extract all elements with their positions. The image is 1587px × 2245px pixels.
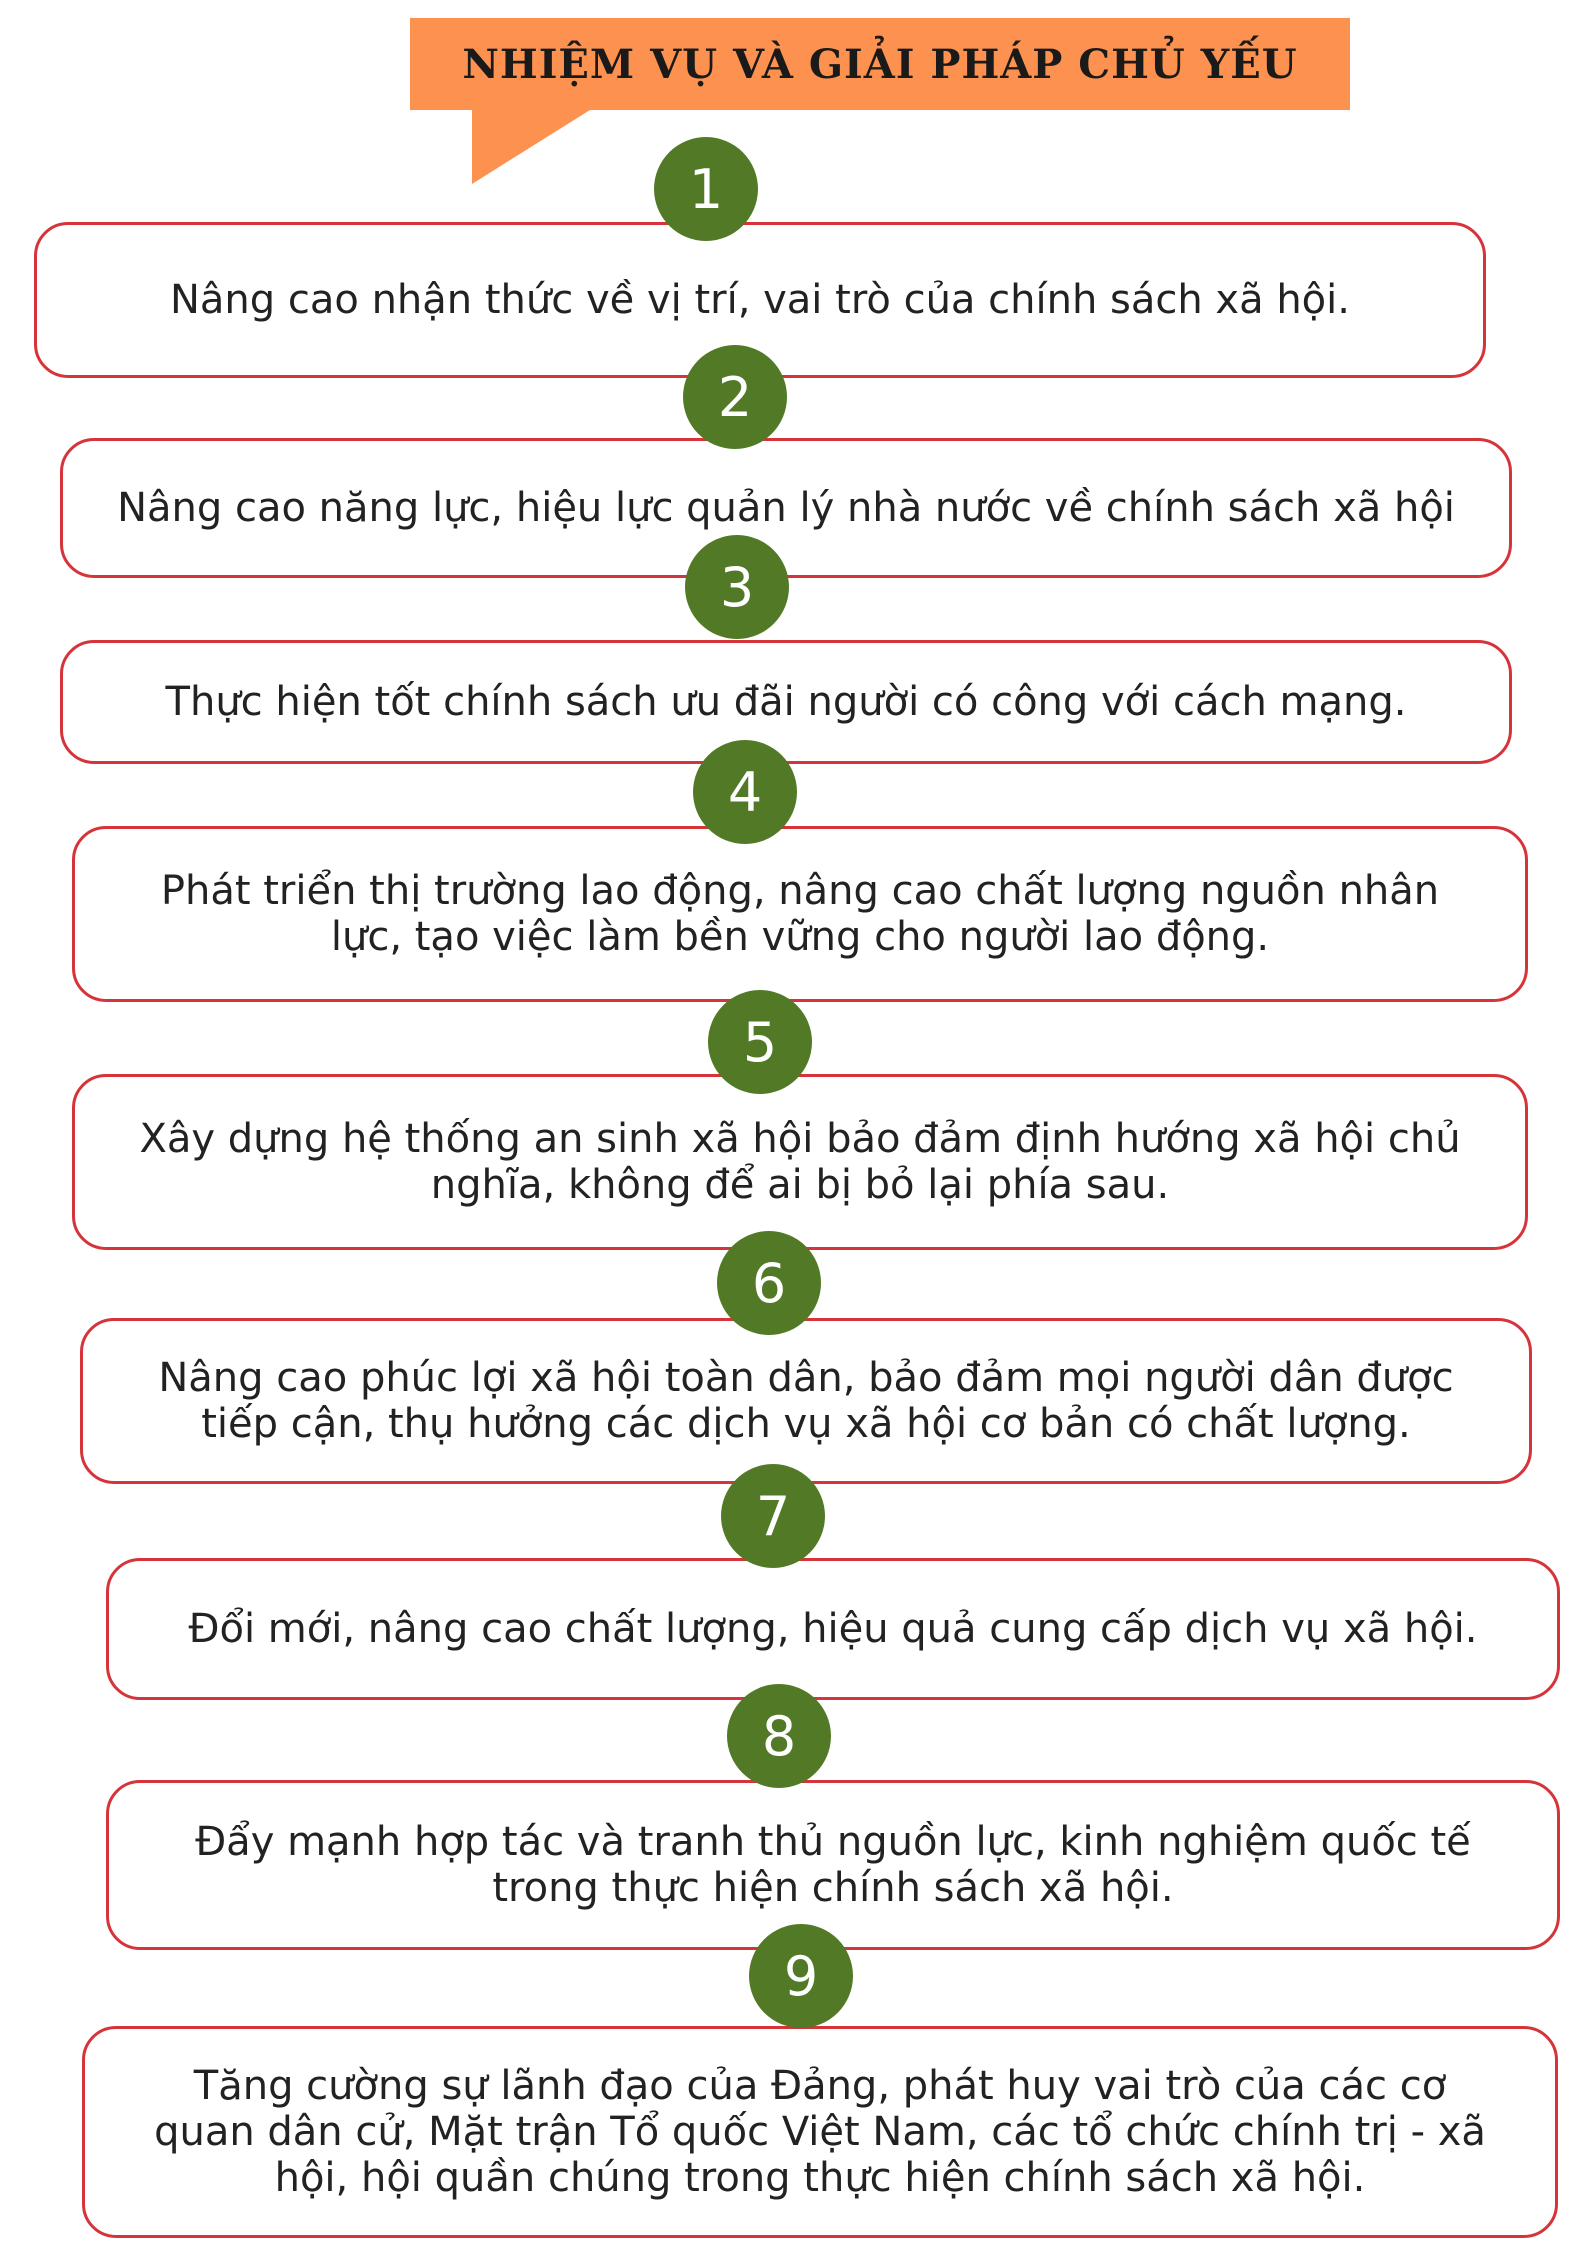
item-number-badge-9: 9: [749, 1924, 853, 2028]
item-box-4: [72, 826, 1528, 1002]
item-box-2: [60, 438, 1512, 578]
item-number-badge-1: 1: [654, 137, 758, 241]
item-text-5: Xây dựng hệ thống an sinh xã hội bảo đảm định hướng xã hội chủ nghĩa, không để ai bị bỏ lại phía sau.: [139, 1116, 1461, 1208]
item-number-badge-7: 7: [721, 1464, 825, 1568]
item-text-3: Thực hiện tốt chính sách ưu đãi người có công với cách mạng.: [165, 679, 1407, 725]
item-box-5: [72, 1074, 1528, 1250]
item-number-badge-6: 6: [717, 1231, 821, 1335]
item-number-badge-2: 2: [683, 345, 787, 449]
item-box-7: [106, 1558, 1560, 1700]
item-box-3: [60, 640, 1512, 764]
item-text-2: Nâng cao năng lực, hiệu lực quản lý nhà nước về chính sách xã hội: [117, 485, 1455, 531]
item-text-6: Nâng cao phúc lợi xã hội toàn dân, bảo đảm mọi người dân được tiếp cận, thụ hưởng các dịch vụ xã hội cơ bản có chất lượng.: [158, 1355, 1454, 1447]
item-number-badge-4: 4: [693, 740, 797, 844]
item-number-badge-3: 3: [685, 535, 789, 639]
item-number-badge-5: 5: [708, 990, 812, 1094]
item-text-9: Tăng cường sự lãnh đạo của Đảng, phát huy vai trò của các cơ quan dân cử, Mặt trận Tổ quốc Việt Nam, các tổ chức chính trị - xã hội, hội quần chúng trong thực hiện chính sách xã hội.: [154, 2063, 1486, 2201]
item-box-6: [80, 1318, 1532, 1484]
item-box-9: [82, 2026, 1558, 2238]
item-text-4: Phát triển thị trường lao động, nâng cao chất lượng nguồn nhân lực, tạo việc làm bền vững cho người lao động.: [160, 868, 1440, 960]
item-text-8: Đẩy mạnh hợp tác và tranh thủ nguồn lực, kinh nghiệm quốc tế trong thực hiện chính sách xã hội.: [195, 1819, 1471, 1911]
item-text-7: Đổi mới, nâng cao chất lượng, hiệu quả cung cấp dịch vụ xã hội.: [188, 1606, 1478, 1652]
item-number-badge-8: 8: [727, 1684, 831, 1788]
page-title: NHIỆM VỤ VÀ GIẢI PHÁP CHỦ YẾU: [462, 40, 1298, 88]
item-text-1: Nâng cao nhận thức về vị trí, vai trò của chính sách xã hội.: [170, 277, 1350, 323]
item-box-8: [106, 1780, 1560, 1950]
